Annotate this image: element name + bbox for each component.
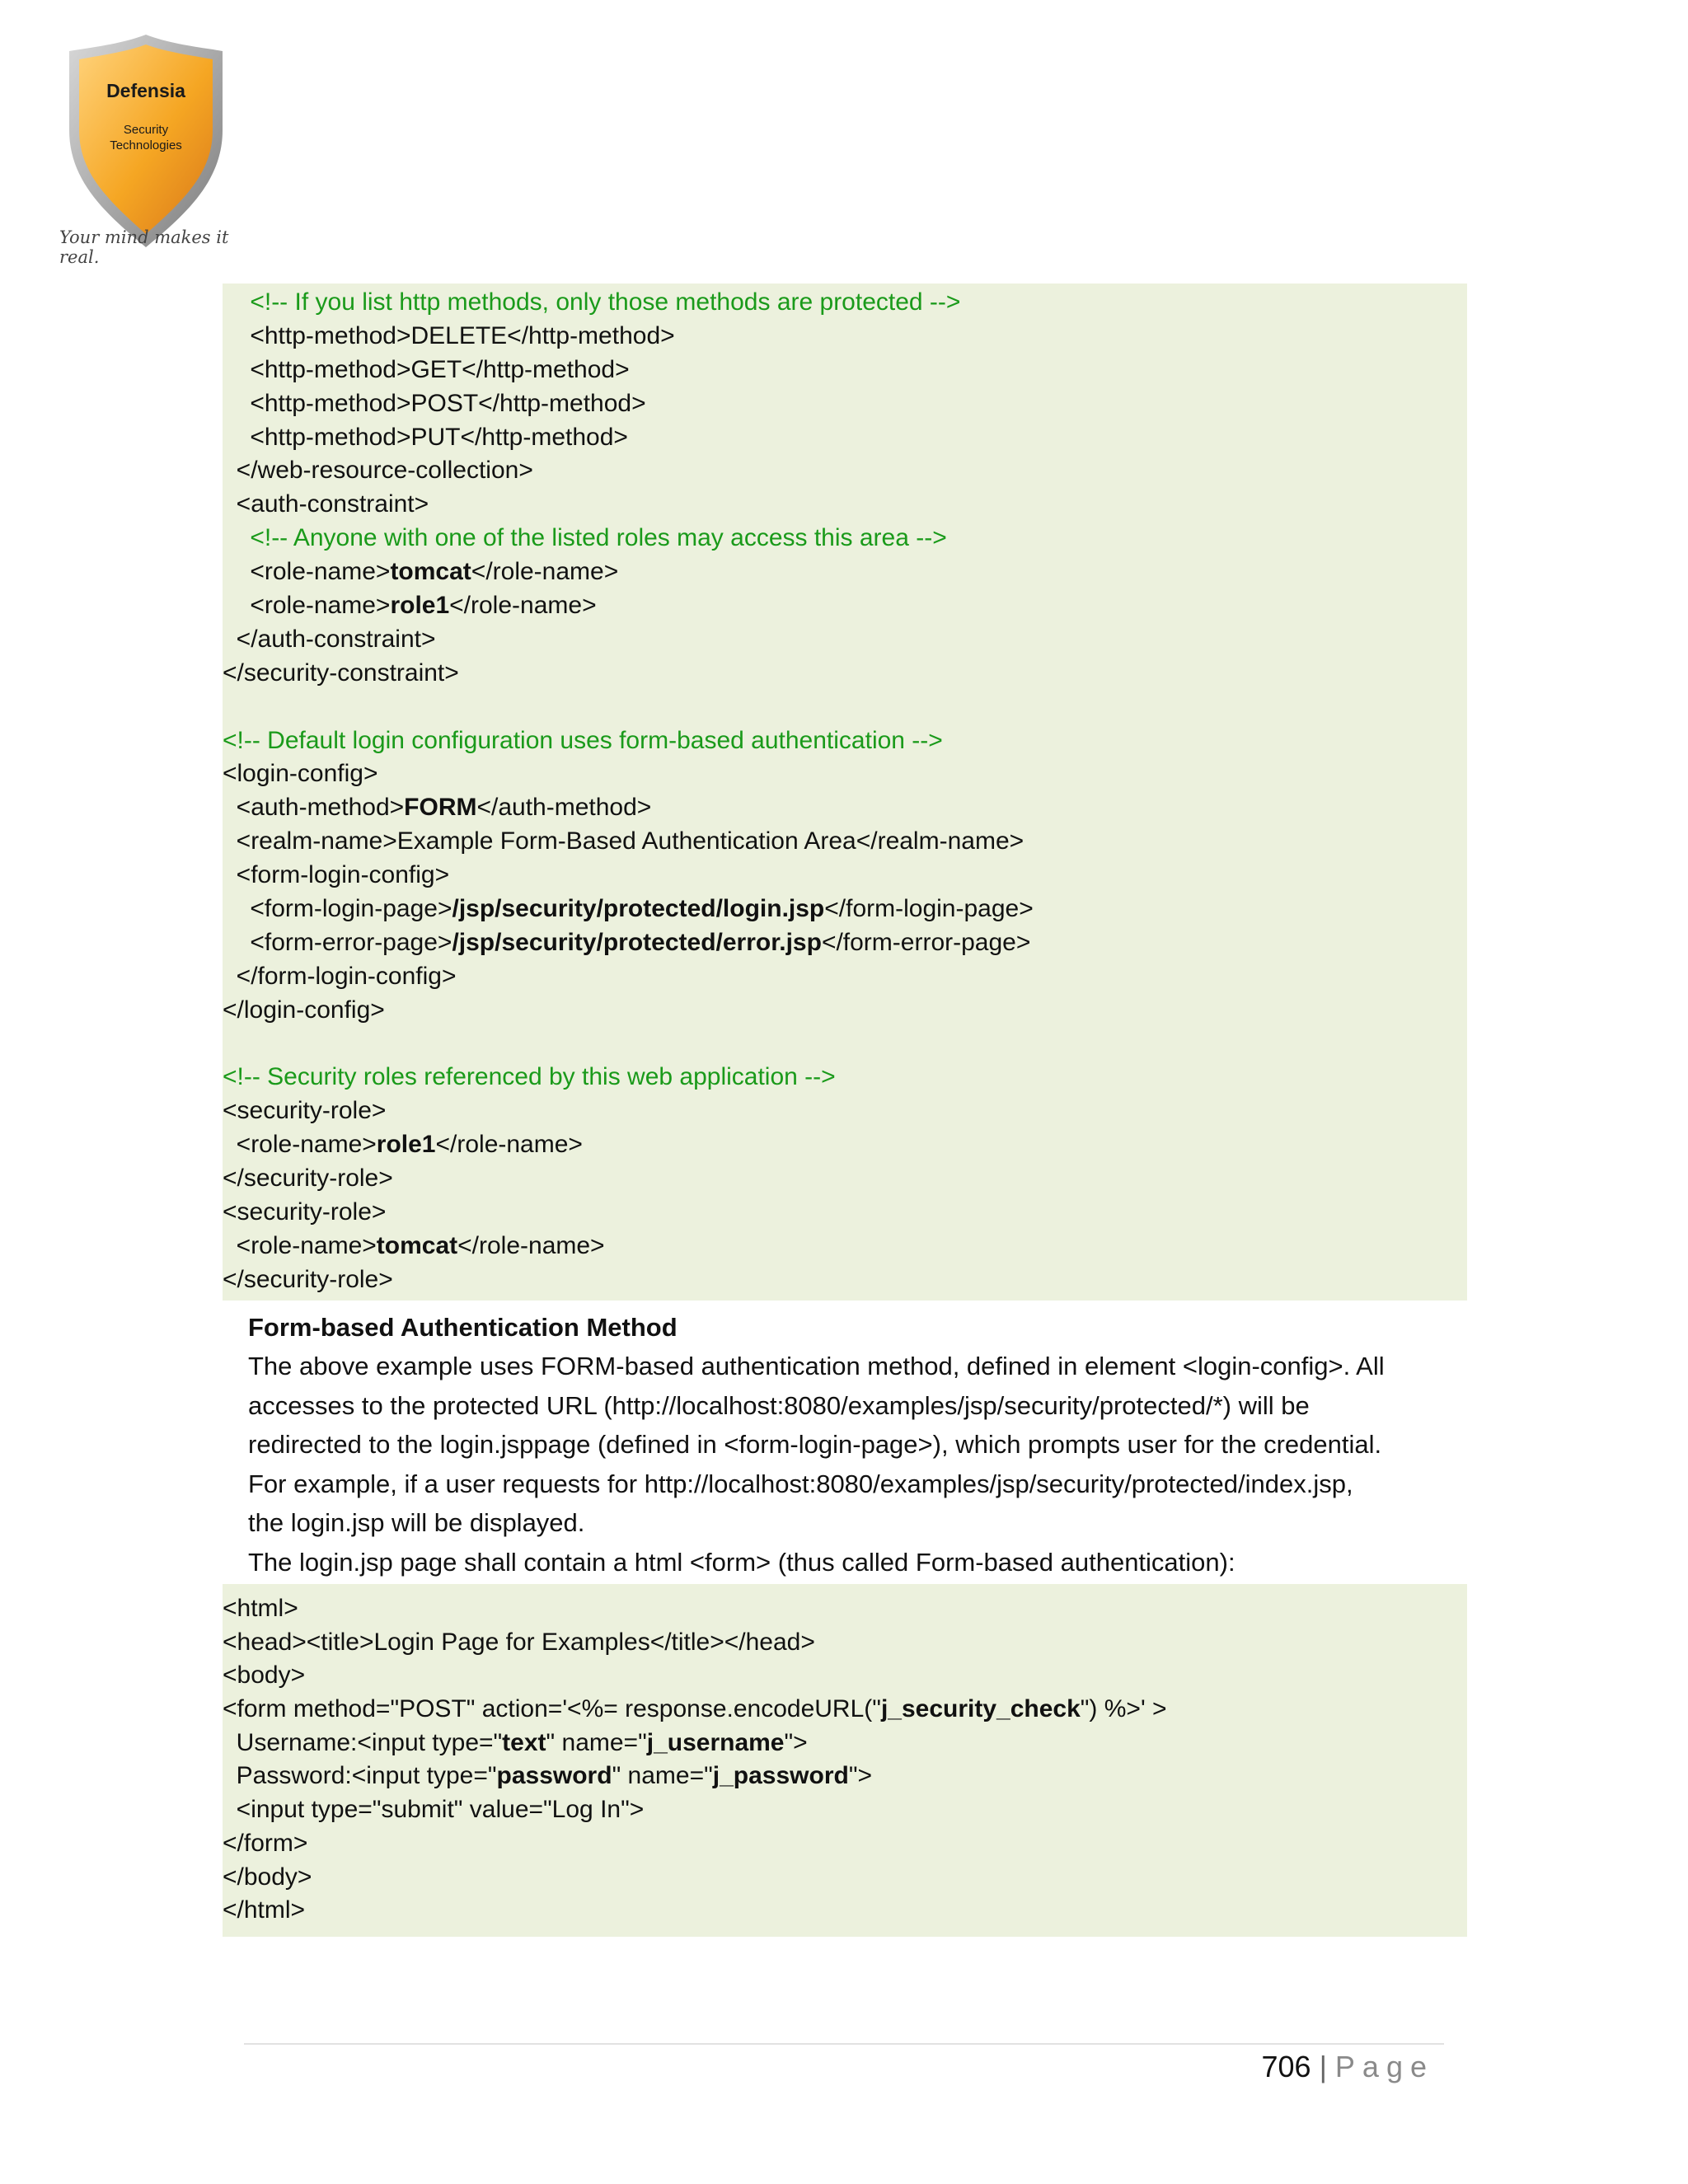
footer-divider — [244, 2043, 1444, 2045]
code-block-web-xml — [223, 284, 1467, 1301]
code-bold: password — [496, 1762, 612, 1790]
code-text: " name=" — [612, 1762, 713, 1790]
code-text: <http-method>PUT</http-method> — [223, 423, 628, 451]
page-number: 706 — [1261, 2050, 1311, 2083]
code-text: <security-role> — [223, 1198, 387, 1226]
code-line — [223, 1028, 1467, 1062]
code-line — [223, 893, 1467, 926]
section-form-auth — [248, 1309, 1451, 1582]
code-line — [223, 488, 1467, 522]
code-line — [223, 1061, 1467, 1094]
code-line — [223, 657, 1467, 691]
code-line — [223, 1162, 1467, 1196]
paragraph-line: redirected to the login.jsppage (defined in <form-login-page>), which prompts user for the credential. — [248, 1430, 1382, 1459]
code-line — [223, 825, 1467, 859]
code-text: </form-login-page> — [824, 895, 1034, 923]
code-comment: <!-- If you list http methods, only those methods are protected --> — [223, 288, 961, 316]
shield-icon — [54, 31, 237, 254]
logo-line2: Technologies — [110, 138, 182, 152]
company-logo — [54, 31, 237, 254]
code-line — [223, 1659, 1467, 1693]
code-bold: role1 — [376, 1131, 436, 1159]
logo-line1: Security — [123, 123, 169, 137]
code-text: </security-constraint> — [223, 658, 459, 687]
page-footer — [1261, 2046, 1434, 2088]
paragraph-line: accesses to the protected URL (http://localhost:8080/examples/jsp/security/protected/*) will be — [248, 1390, 1310, 1420]
code-line — [223, 1196, 1467, 1230]
code-bold: /jsp/security/protected/login.jsp — [452, 895, 825, 923]
code-line — [223, 623, 1467, 657]
code-text: <head><title>Login Page for Examples</title></head> — [223, 1628, 815, 1656]
code-bold: tomcat — [376, 1231, 458, 1259]
logo-tagline: Your mind makes it real. — [59, 227, 229, 267]
paragraph-line: the login.jsp will be displayed. — [248, 1508, 585, 1537]
code-text: <body> — [223, 1661, 306, 1690]
code-text: <form-error-page> — [223, 928, 452, 956]
code-text: </auth-constraint> — [223, 625, 436, 653]
code-text: Username:<input type=" — [223, 1728, 503, 1756]
code-comment: <!-- Security roles referenced by this web application --> — [223, 1063, 836, 1091]
code-text: <role-name> — [223, 558, 391, 586]
code-text: </role-name> — [471, 558, 619, 586]
code-line — [223, 1094, 1467, 1128]
code-line — [223, 1827, 1467, 1861]
paragraph-line: For example, if a user requests for http://localhost:8080/examples/jsp/security/protected/index.jsp, — [248, 1469, 1353, 1498]
code-text: </login-config> — [223, 996, 385, 1024]
code-text: <form-login-page> — [223, 895, 452, 923]
code-line — [223, 354, 1467, 387]
code-line — [223, 1793, 1467, 1827]
footer-separator: | — [1319, 2050, 1327, 2083]
code-line — [223, 1626, 1467, 1660]
code-text: </role-name> — [449, 592, 597, 620]
code-bold: tomcat — [390, 558, 471, 586]
code-text: <form method="POST" action='<%= response.encodeURL(" — [223, 1695, 881, 1723]
code-line — [223, 1760, 1467, 1793]
code-comment: <!-- Default login configuration uses form-based authentication --> — [223, 726, 943, 754]
code-line — [223, 757, 1467, 791]
code-line — [223, 859, 1467, 893]
code-text: </role-name> — [457, 1231, 605, 1259]
code-line — [223, 589, 1467, 623]
code-line — [223, 454, 1467, 488]
code-line — [223, 320, 1467, 354]
code-line — [223, 1894, 1467, 1928]
code-text: <input type="submit" value="Log In"> — [223, 1796, 645, 1824]
code-line — [223, 1861, 1467, 1895]
paragraph-line: The above example uses FORM-based authentication method, defined in element <login-config>. All — [248, 1352, 1385, 1380]
code-text: <security-role> — [223, 1097, 387, 1125]
code-line — [223, 791, 1467, 825]
code-line — [223, 286, 1467, 320]
code-text: "> — [784, 1728, 808, 1756]
code-line — [223, 724, 1467, 758]
logo-brand: Defensia — [106, 80, 185, 101]
code-bold: j_password — [712, 1762, 849, 1790]
code-text: </auth-method> — [476, 794, 652, 822]
code-line — [223, 926, 1467, 960]
code-line — [223, 522, 1467, 555]
code-bold: j_username — [646, 1728, 785, 1756]
code-line — [223, 421, 1467, 455]
code-line — [223, 387, 1467, 421]
code-bold: text — [502, 1728, 546, 1756]
code-line — [223, 1693, 1467, 1727]
code-line — [223, 1263, 1467, 1297]
code-line — [223, 994, 1467, 1028]
code-bold: /jsp/security/protected/error.jsp — [452, 928, 822, 956]
code-text: <role-name> — [223, 1231, 377, 1259]
page-label: Page — [1334, 2050, 1434, 2083]
paragraph-line: The login.jsp page shall contain a html <form> (thus called Form-based authentication): — [248, 1547, 1236, 1577]
code-text: "> — [848, 1762, 872, 1790]
code-line — [223, 555, 1467, 589]
code-text: <role-name> — [223, 592, 391, 620]
code-bold: role1 — [390, 592, 450, 620]
code-line — [223, 1128, 1467, 1162]
code-text: </form-error-page> — [821, 928, 1031, 956]
code-text: </security-role> — [223, 1265, 393, 1293]
code-text: </form-login-config> — [223, 962, 457, 990]
code-text: </role-name> — [435, 1131, 583, 1159]
code-line — [223, 1230, 1467, 1263]
section-heading: Form-based Authentication Method — [248, 1313, 678, 1342]
code-text: Password:<input type=" — [223, 1762, 497, 1790]
code-line — [223, 1727, 1467, 1760]
code-text: </body> — [223, 1863, 312, 1891]
code-text: </web-resource-collection> — [223, 457, 533, 485]
code-line — [223, 960, 1467, 994]
code-bold: j_security_check — [880, 1695, 1081, 1723]
code-text: ") %>' > — [1080, 1695, 1167, 1723]
code-text: <auth-constraint> — [223, 490, 429, 518]
code-text: </security-role> — [223, 1165, 393, 1193]
code-block-login-jsp — [223, 1584, 1467, 1937]
code-line — [223, 691, 1467, 724]
code-text: <http-method>POST</http-method> — [223, 389, 646, 417]
code-text: <http-method>DELETE</http-method> — [223, 321, 675, 349]
code-text: " name=" — [546, 1728, 647, 1756]
code-text: <http-method>GET</http-method> — [223, 355, 630, 383]
code-text: <realm-name>Example Form-Based Authentication Area</realm-name> — [223, 827, 1025, 855]
code-text: <form-login-config> — [223, 861, 450, 889]
code-text: </form> — [223, 1829, 308, 1857]
code-comment: <!-- Anyone with one of the listed roles may access this area --> — [223, 524, 947, 552]
code-text: </html> — [223, 1896, 306, 1924]
code-text: <role-name> — [223, 1131, 377, 1159]
code-line — [223, 1592, 1467, 1626]
code-text: <html> — [223, 1595, 298, 1622]
code-bold: FORM — [404, 794, 477, 822]
code-text: <login-config> — [223, 760, 378, 788]
code-text: <auth-method> — [223, 794, 405, 822]
